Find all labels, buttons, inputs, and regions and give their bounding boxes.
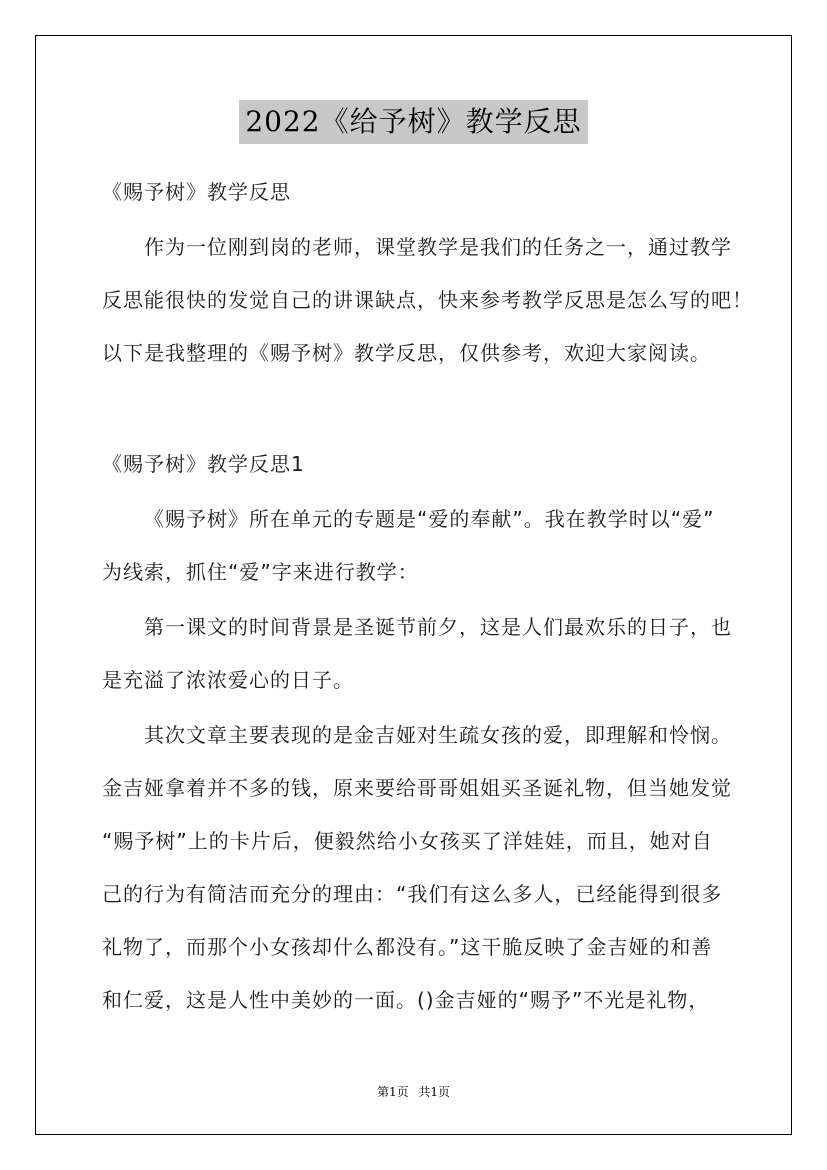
paragraph-line: 第一课文的时间背景是圣诞节前夕，这是人们最欢乐的日子，也 (144, 615, 732, 639)
page-number: 第1页 (376, 1085, 409, 1099)
paragraph-line: 作为一位刚到岗的老师，课堂教学是我们的任务之一，通过教学 (144, 235, 732, 259)
paragraph-line: 礼物了，而那个小女孩却什么都没有。”这干脆反映了金吉娅的和善 (102, 935, 713, 959)
section-heading: 《赐予树》教学反思1 (102, 452, 305, 476)
paragraph-line: 为线索，抓住“爱”字来进行教学： (102, 560, 419, 584)
subtitle: 《赐予树》教学反思 (102, 180, 291, 204)
paragraph-line: “赐予树”上的卡片后，便毅然给小女孩买了洋娃娃，而且，她对自 (102, 829, 713, 853)
paragraph-line: 金吉娅拿着并不多的钱，原来要给哥哥姐姐买圣诞礼物，但当她发觉 (102, 776, 732, 800)
title-container (0, 100, 827, 144)
document-title: 2022《给予树》教学反思 (239, 100, 587, 144)
page-count: 共1页 (418, 1085, 451, 1099)
paragraph-line: 反思能很快的发觉自己的讲课缺点，快来参考教学反思是怎么写的吧！ (102, 288, 753, 312)
paragraph-1 (102, 493, 742, 599)
intro-paragraph (102, 221, 753, 380)
paragraph-line: 是充溢了浓浓爱心的日子。 (102, 668, 354, 692)
paragraph-2 (102, 601, 742, 707)
paragraph-line: 《赐予树》所在单元的专题是“爱的奉献”。我在教学时以“爱” (144, 507, 715, 531)
paragraph-line: 己的行为有简洁而充分的理由：“我们有这么多人，已经能得到很多 (102, 882, 723, 906)
paragraph-line: 其次文章主要表现的是金吉娅对生疏女孩的爱，即理解和怜悯。 (144, 723, 732, 747)
paragraph-line: 以下是我整理的《赐予树》教学反思，仅供参考，欢迎大家阅读。 (102, 341, 711, 365)
paragraph-line: 和仁爱，这是人性中美妙的一面。()金吉娅的“赐予”不光是礼物， (102, 988, 710, 1012)
page-footer (0, 1083, 827, 1101)
paragraph-3 (102, 709, 742, 1027)
